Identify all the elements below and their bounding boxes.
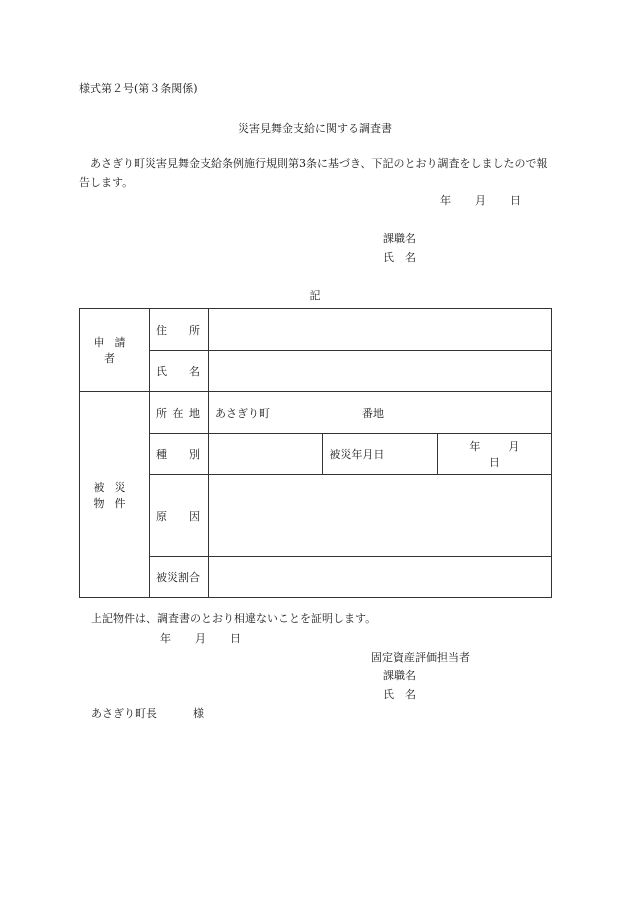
table-row [80, 309, 552, 351]
address-label: 住 所 [150, 309, 209, 351]
date-year-label: 年 [440, 194, 451, 207]
honorific: 様 [193, 707, 204, 720]
location-value: あさぎり町 [215, 406, 270, 420]
assessor-title: 固定資産評価担当者 [371, 651, 470, 664]
reporter-name-label: 氏 名 [383, 251, 416, 264]
disaster-date-field[interactable]: 年 月日 [437, 434, 551, 475]
date-day-label: 日 [510, 194, 521, 207]
location-field[interactable] [209, 392, 552, 434]
assessor-dept-label: 課職名 [383, 669, 416, 682]
name-field[interactable] [209, 351, 552, 392]
type-label: 種 別 [150, 434, 209, 475]
certification-date [160, 632, 241, 646]
ki-heading: 記 [309, 289, 321, 302]
reporter-dept-label: 課職名 [383, 232, 416, 245]
name-label: 氏 名 [150, 351, 209, 392]
banchi-label: 番地 [362, 406, 384, 420]
certification-text: 上記物件は、調査書のとおり相違ないことを証明します。 [91, 612, 377, 625]
ratio-field[interactable] [209, 557, 552, 598]
cause-label: 原 因 [150, 475, 209, 557]
ratio-label: 被災割合 [150, 557, 209, 598]
survey-table [79, 308, 552, 598]
date-month-label: 月 [475, 194, 486, 207]
type-field[interactable] [209, 434, 323, 475]
form-number: 様式第２号(第３条関係) [79, 82, 198, 95]
location-label: 所 在 地 [150, 392, 209, 434]
table-row [80, 392, 552, 434]
table-row [80, 434, 552, 475]
table-row [80, 475, 552, 557]
table-row [80, 351, 552, 392]
report-date [440, 194, 521, 208]
date-day-label: 日 [230, 632, 241, 645]
mayor-label: あさぎり町長 [91, 707, 157, 720]
address-field[interactable] [209, 309, 552, 351]
disaster-date-label: 被災年月日 [323, 434, 437, 475]
property-header: 被災物件 [80, 392, 150, 598]
assessor-name-label: 氏 名 [383, 688, 416, 701]
applicant-header: 申請者 [80, 309, 150, 392]
table-row [80, 557, 552, 598]
addressee [91, 707, 204, 721]
document-title: 災害見舞金支給に関する調査書 [238, 122, 392, 135]
date-year-label: 年 [160, 632, 171, 645]
date-month-label: 月 [195, 632, 206, 645]
intro-paragraph: あさぎり町災害見舞金支給条例施行規則第3条に基づき、下記のとおり調査をしましたので報告します。 [79, 157, 548, 189]
cause-field[interactable] [209, 475, 552, 557]
